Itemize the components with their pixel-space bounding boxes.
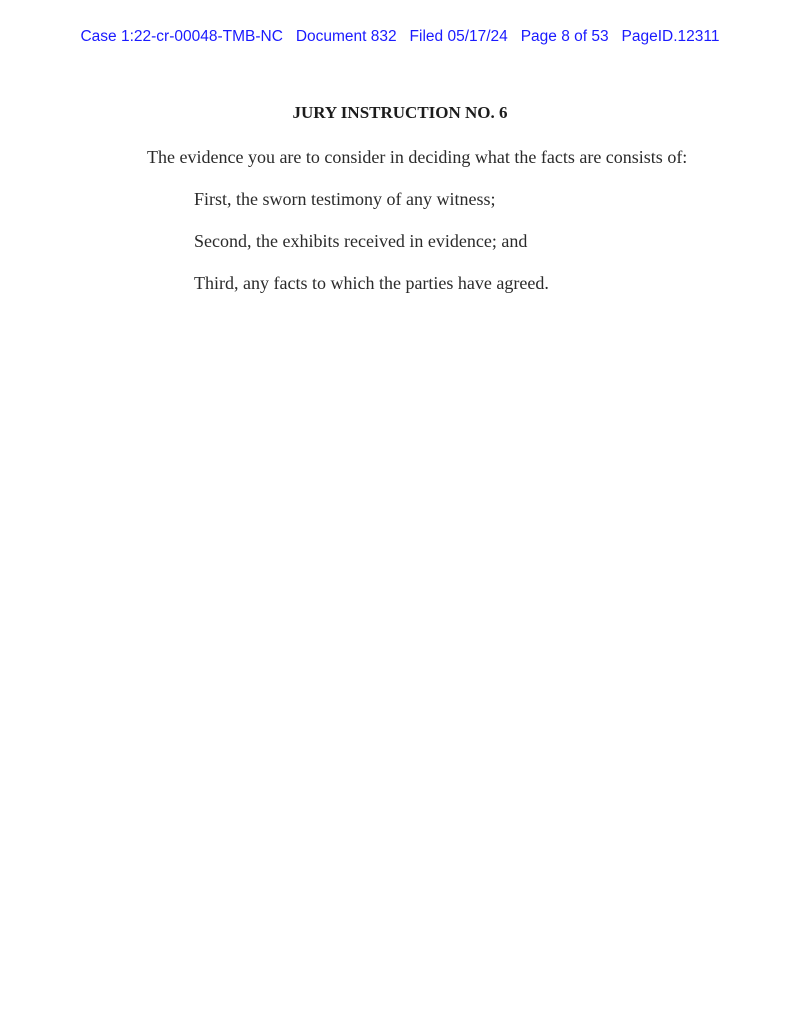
intro-paragraph: The evidence you are to consider in deciding what the facts are consists of: xyxy=(147,147,688,167)
evidence-item-second: Second, the exhibits received in evidence; and xyxy=(194,231,528,251)
evidence-item-first: First, the sworn testimony of any witness; xyxy=(194,189,496,209)
filing-header: Case 1:22-cr-00048-TMB-NC Document 832 Filed 05/17/24 Page 8 of 53 PageID.12311 xyxy=(80,28,720,45)
evidence-item-third: Third, any facts to which the parties have agreed. xyxy=(194,273,549,293)
page-title: JURY INSTRUCTION NO. 6 xyxy=(292,103,508,122)
